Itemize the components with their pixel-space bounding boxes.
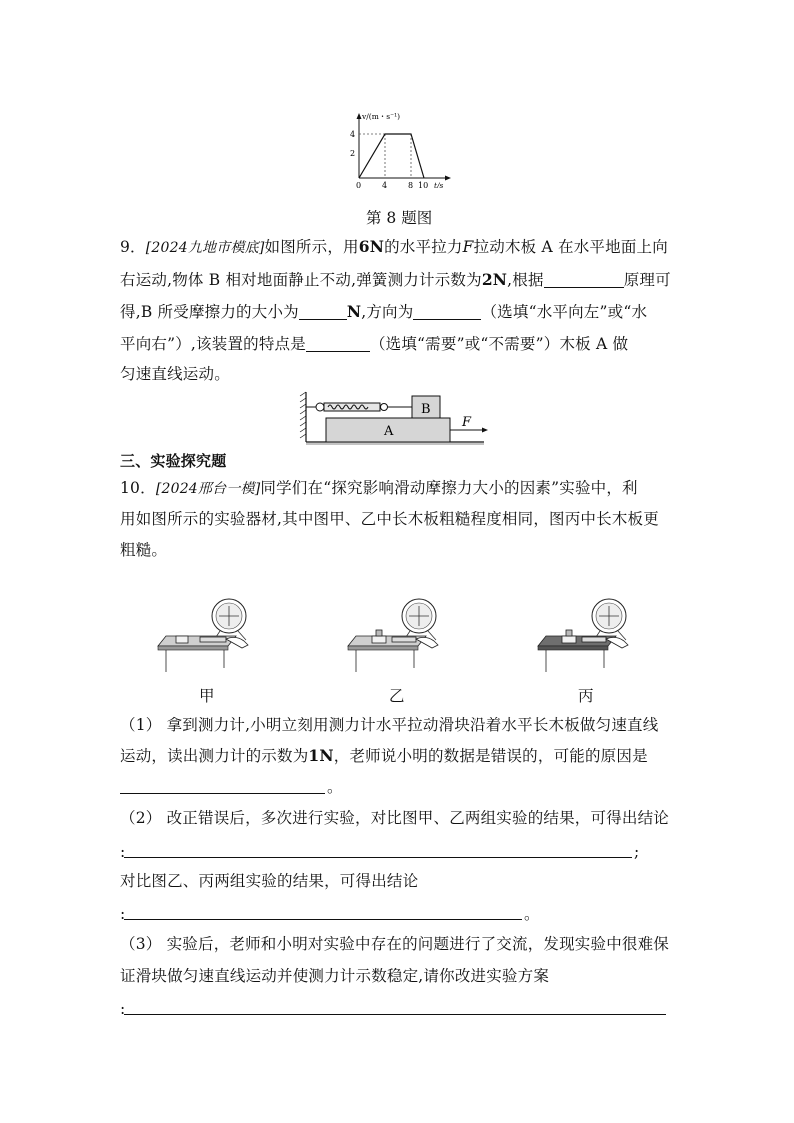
q9-text: 得,B 所受摩擦力的大小为 bbox=[120, 303, 299, 321]
q10-p1-line-1: （1） 拿到测力计,小明立刻用测力计水平拉动滑块沿着水平长木板做匀速直线 bbox=[120, 716, 659, 734]
q9-source: [2024九地市模底] bbox=[145, 240, 265, 256]
label-B: B bbox=[421, 402, 431, 417]
q9-force: 6N bbox=[358, 237, 385, 256]
q9-text: 如图所示，用 bbox=[264, 238, 359, 256]
q9-line-2 bbox=[120, 270, 671, 290]
label-F: F bbox=[462, 415, 472, 430]
q10-p1-line-2 bbox=[120, 746, 648, 766]
q10-number: 10． bbox=[120, 479, 156, 497]
q9-line-3 bbox=[120, 302, 647, 322]
q9-text: （选填“水平向左”或“水 bbox=[481, 303, 648, 321]
fig-label-jia: 甲 bbox=[199, 687, 215, 705]
vt-line bbox=[359, 134, 424, 178]
q10-p3-line-2: 证滑块做匀速直线运动并使测力计示数稳定,请你改进实验方案 bbox=[120, 967, 550, 985]
q10-p2-colon: : bbox=[120, 843, 126, 861]
q10-source: [2024邢台一模] bbox=[155, 481, 261, 497]
q10-p1-answer-line[interactable] bbox=[120, 793, 325, 794]
q9-number: 9． bbox=[120, 238, 146, 256]
x-tick-10: 10 bbox=[418, 181, 429, 188]
x-tick-8: 8 bbox=[408, 181, 414, 188]
q10-p1-value: 1N bbox=[308, 746, 334, 765]
q9-line-4 bbox=[120, 334, 628, 354]
q9-text: （选填“需要”或“不需要”）木板 A 做 bbox=[369, 335, 629, 353]
x-label: t/s bbox=[434, 181, 444, 188]
q10-p2-line-1: （2） 改正错误后，多次进行实验，对比图甲、乙两组实验的结果，可得出结论 bbox=[120, 809, 669, 827]
q10-p2-end: 。 bbox=[524, 905, 540, 923]
q10-p3-answer-line[interactable] bbox=[124, 1014, 666, 1015]
q10-p3-line-1: （3） 实验后，老师和小明对实验中存在的问题进行了交流，发现实验中很难保 bbox=[120, 935, 669, 953]
q10-p1-end: 。 bbox=[327, 778, 343, 796]
q9-text: 右运动,物体 B 相对地面静止不动,弹簧测力计示数为 bbox=[120, 271, 482, 289]
q8-vt-graph bbox=[340, 110, 460, 188]
q9-apparatus bbox=[296, 388, 496, 446]
q9-line-1 bbox=[120, 237, 668, 258]
q10-line-1 bbox=[120, 478, 638, 499]
q9-text: 平向右”）,该装置的特点是 bbox=[120, 335, 306, 353]
y-tick-2: 2 bbox=[350, 149, 356, 158]
q10-fig-yi bbox=[346, 598, 456, 674]
q9-text: ,根据 bbox=[507, 271, 544, 289]
q10-fig-jia bbox=[156, 598, 266, 674]
q10-text: 运动，读出测力计的示数为 bbox=[120, 747, 309, 765]
y-axis-arrow bbox=[357, 113, 362, 119]
q10-line-3: 粗糙。 bbox=[120, 541, 168, 559]
q8-caption: 第 8 题图 bbox=[366, 209, 433, 227]
q10-p2-answer-line-2[interactable] bbox=[124, 919, 522, 920]
x-tick-4: 4 bbox=[382, 181, 388, 188]
q9-reading: 2N bbox=[481, 270, 508, 289]
y-tick-4: 4 bbox=[350, 130, 356, 139]
q10-p3-colon: : bbox=[120, 1000, 126, 1018]
q10-text: 同学们在“探究影响滑动摩擦力大小的因素”实验中，利 bbox=[260, 479, 638, 497]
q10-text: ，老师说小明的数据是错误的，可能的原因是 bbox=[333, 747, 648, 765]
y-label: v/(m・s⁻¹) bbox=[362, 112, 401, 121]
label-A: A bbox=[384, 424, 394, 439]
q9-blank-principle[interactable] bbox=[544, 271, 624, 288]
q9-text: 拉动木板 A 在水平地面上向 bbox=[473, 238, 668, 256]
q9-F: F bbox=[462, 238, 474, 256]
x-tick-0: 0 bbox=[356, 181, 362, 188]
q9-line-5: 匀速直线运动。 bbox=[120, 365, 230, 383]
q9-blank-direction[interactable] bbox=[413, 303, 481, 320]
wall-hatch bbox=[300, 392, 306, 438]
q9-blank-friction[interactable] bbox=[299, 303, 347, 320]
q10-p2-semicolon: ; bbox=[634, 843, 640, 861]
q9-text: ,方向为 bbox=[361, 303, 414, 321]
q10-fig-bing bbox=[536, 598, 646, 674]
spring-scale bbox=[306, 403, 412, 411]
fig-label-yi: 乙 bbox=[389, 687, 405, 705]
q10-p2-answer-line-1[interactable] bbox=[124, 857, 632, 858]
x-axis-arrow bbox=[445, 176, 451, 181]
q9-unit: N bbox=[346, 302, 362, 321]
force-arrowhead bbox=[482, 428, 488, 433]
q9-text: 的水平拉力 bbox=[384, 238, 463, 256]
q10-line-2: 用如图所示的实验器材,其中图甲、乙中长木板粗糙程度相同，图丙中长木板更 bbox=[120, 510, 659, 528]
q10-p2-colon-2: : bbox=[120, 905, 126, 923]
q9-text: 原理可 bbox=[623, 271, 671, 289]
q10-p2-line-3: 对比图乙、丙两组实验的结果，可得出结论 bbox=[120, 872, 419, 890]
section3-title: 三、实验探究题 bbox=[120, 452, 227, 470]
fig-label-bing: 丙 bbox=[578, 687, 594, 705]
q9-blank-need[interactable] bbox=[306, 335, 370, 352]
